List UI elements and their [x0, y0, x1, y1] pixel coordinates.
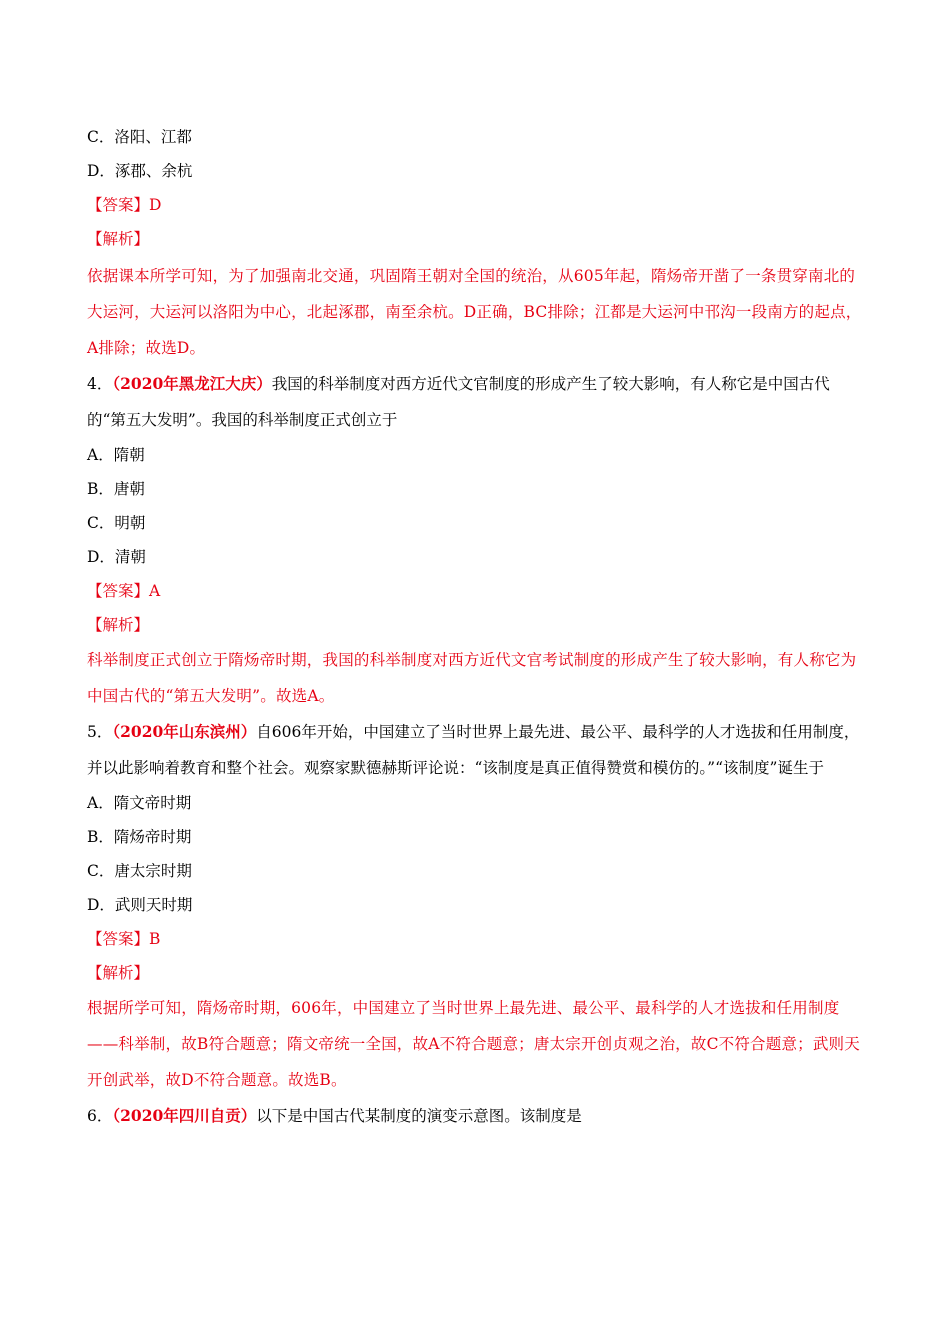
- q6-stem-block: [87, 1098, 867, 1134]
- q4-option-d: D．清朝: [87, 548, 146, 566]
- q4-number: 4．: [87, 375, 113, 393]
- q4-stem-block: [87, 366, 867, 438]
- q5-number: 5．: [87, 723, 113, 741]
- q3-option-c: C．洛阳、江都: [87, 128, 192, 146]
- q5-option-d: D．武则天时期: [87, 896, 193, 914]
- q3-analysis: 依据课本所学可知，为了加强南北交通，巩固隋王朝对全国的统治，从605年起，隋炀帝开凿了一条贯穿南北的大运河，大运河以洛阳为中心，北起涿郡，南至余杭。D正确，BC排除；江都是大运河中邗沟一段南方的起点，A排除；故选D。: [87, 267, 862, 357]
- q4-option-a: A．隋朝: [87, 446, 145, 464]
- q4-source: （2020年黑龙江大庆）: [112, 374, 272, 393]
- q5-source: （2020年山东滨州）: [112, 722, 257, 741]
- q5-analysis: 根据所学可知，隋炀帝时期，606年，中国建立了当时世界上最先进、最公平、最科学的人才选拔和任用制度——科举制，故B符合题意；隋文帝统一全国，故A不符合题意；唐太宗开创贞观之治，故C不符合题意；武则天开创武举，故D不符合题意。故选B。: [87, 999, 860, 1089]
- q4-analysis: 科举制度正式创立于隋炀帝时期，我国的科举制度对西方近代文官考试制度的形成产生了较大影响，有人称它为中国古代的“第五大发明”。故选A。: [87, 651, 857, 705]
- q5-option-c: C．唐太宗时期: [87, 862, 192, 880]
- document-page: [87, 120, 867, 1134]
- q6-number: 6．: [87, 1107, 113, 1125]
- q4-option-c: C．明朝: [87, 514, 146, 532]
- q3-option-d: D．涿郡、余杭: [87, 162, 193, 180]
- q4-analysis-label: 【解析】: [87, 616, 150, 634]
- q5-stem: 自606年开始，中国建立了当时世界上最先进、最公平、最科学的人才选拔和任用制度，并以此影响着教育和整个社会。观察家默德赫斯评论说：“该制度是真正值得赞赏和模仿的。”“该制度”诞生于: [87, 723, 860, 777]
- q5-answer: 【答案】B: [87, 930, 161, 948]
- q6-stem: 以下是中国古代某制度的演变示意图。该制度是: [256, 1107, 582, 1125]
- q4-option-b: B．唐朝: [87, 480, 145, 498]
- q4-answer: 【答案】A: [87, 582, 161, 600]
- q5-option-a: A．隋文帝时期: [87, 794, 192, 812]
- q5-option-b: B．隋炀帝时期: [87, 828, 192, 846]
- q5-stem-block: [87, 714, 867, 786]
- q3-answer: 【答案】D: [87, 196, 162, 214]
- q3-analysis-label: 【解析】: [87, 230, 150, 248]
- q4-stem: 我国的科举制度对西方近代文官制度的形成产生了较大影响，有人称它是中国古代的“第五大发明”。我国的科举制度正式创立于: [87, 375, 830, 429]
- q6-source: （2020年四川自贡）: [112, 1106, 257, 1125]
- q5-analysis-label: 【解析】: [87, 964, 150, 982]
